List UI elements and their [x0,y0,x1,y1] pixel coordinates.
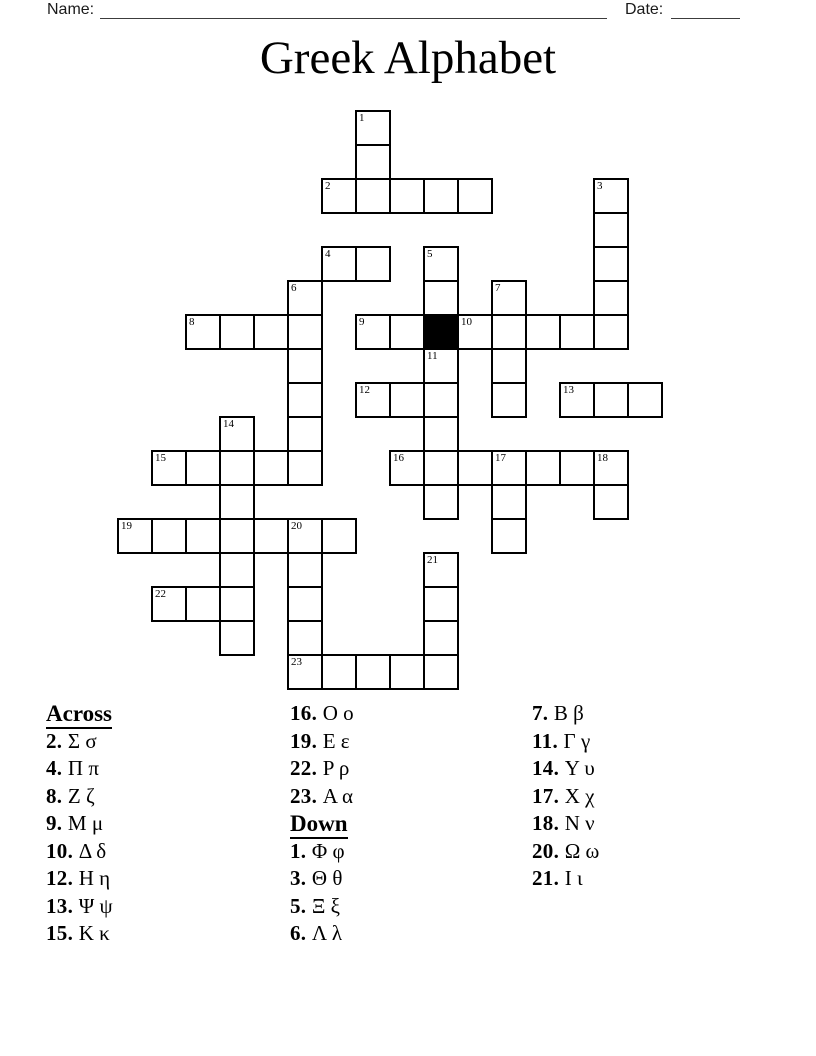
cell-number: 7 [495,282,501,294]
date-blank-line[interactable] [671,2,740,19]
clue-item: 14. Y υ [532,756,595,780]
name-label: Name: [47,1,95,18]
grid-cell[interactable] [321,246,357,282]
grid-cell[interactable] [423,552,459,588]
grid-cell[interactable] [559,382,595,418]
clue-column-left [46,700,281,948]
grid-cell[interactable] [593,484,629,520]
cell-number: 11 [427,350,438,362]
grid-cell[interactable] [287,620,323,656]
grid-cell[interactable] [219,314,255,350]
cell-number: 20 [291,520,302,532]
grid-cell[interactable] [151,586,187,622]
page-title: Greek Alphabet [259,32,557,84]
clue-item: 20. Ω ω [532,838,600,863]
grid-cell[interactable] [457,178,493,214]
grid-cell[interactable] [593,382,629,418]
cell-number: 6 [291,282,297,294]
grid-cell[interactable] [185,518,221,554]
clue-item: 16. O o [290,701,354,725]
grid-cell[interactable] [287,654,323,690]
cell-number: 17 [495,452,506,464]
grid-cell[interactable] [287,586,323,622]
grid-cell[interactable] [321,178,357,214]
grid-cell[interactable] [185,314,221,350]
grid-cell[interactable] [457,314,493,350]
grid-cell[interactable] [491,280,527,316]
grid-cell[interactable] [423,620,459,656]
cell-number: 1 [359,112,365,124]
clue-item: 6. Λ λ [290,921,343,945]
clue-section-header: Across [46,700,281,728]
grid-cell[interactable] [219,586,255,622]
cell-number: 14 [223,418,234,430]
grid-cell[interactable] [219,450,255,486]
grid-cell[interactable] [423,484,459,520]
clue-item: 13. Ψ ψ [46,893,113,918]
grid-cell[interactable] [253,518,289,554]
grid-cell[interactable] [219,620,255,656]
grid-cell[interactable] [491,348,527,384]
clue-item: 12. H η [46,866,111,890]
clue-item: 8. Z ζ [46,783,95,808]
cell-number: 23 [291,656,302,668]
grid-cell[interactable] [389,654,425,690]
grid-cell[interactable] [253,314,289,350]
grid-cell[interactable] [593,314,629,350]
clue-item: 10. Δ δ [46,838,107,863]
grid-cell[interactable] [287,518,323,554]
grid-cell[interactable] [423,382,459,418]
grid-cell[interactable] [559,314,595,350]
grid-cell[interactable] [525,450,561,486]
grid-cell[interactable] [491,484,527,520]
clue-column-middle [290,700,525,948]
clue-section-header: Down [290,810,525,838]
grid-cell[interactable] [491,382,527,418]
grid-cell[interactable] [287,348,323,384]
grid-cell[interactable] [355,314,391,350]
grid-cell[interactable] [185,586,221,622]
clue-item: 23. A α [290,783,353,808]
grid-cell[interactable] [491,518,527,554]
grid-cell[interactable] [219,518,255,554]
grid-cell[interactable] [593,246,629,282]
grid-cell[interactable] [423,280,459,316]
clue-item: 1. Φ φ [290,838,345,863]
grid-cell[interactable] [151,450,187,486]
grid-cell[interactable] [117,518,153,554]
grid-cell[interactable] [389,382,425,418]
grid-cell[interactable] [287,552,323,588]
cell-number: 2 [325,180,331,192]
grid-cell[interactable] [389,450,425,486]
grid-cell[interactable] [593,212,629,248]
grid-cell[interactable] [185,450,221,486]
cell-number: 9 [359,316,365,328]
grid-cell[interactable] [457,450,493,486]
grid-cell[interactable] [491,450,527,486]
cell-number: 10 [461,316,472,328]
clue-column-right [532,700,767,893]
clue-item: 4. Π π [46,756,99,780]
clue-item: 11. Γ γ [532,728,591,753]
cell-number: 21 [427,554,438,566]
clue-item: 5. Ξ ξ [290,893,341,918]
clue-item: 19. E ε [290,728,350,753]
grid-cell[interactable] [593,450,629,486]
clue-item: 22. P ρ [290,756,350,780]
grid-cell[interactable] [389,314,425,350]
grid-cell[interactable] [219,484,255,520]
cell-number: 19 [121,520,132,532]
black-cell [423,314,459,350]
cell-number: 12 [359,384,370,396]
grid-cell[interactable] [355,144,391,180]
date-label: Date: [625,1,664,18]
grid-cell[interactable] [355,246,391,282]
grid-cell[interactable] [355,382,391,418]
grid-cell[interactable] [559,450,595,486]
grid-cell[interactable] [389,178,425,214]
grid-cell[interactable] [593,178,629,214]
grid-cell[interactable] [287,416,323,452]
grid-cell[interactable] [321,654,357,690]
grid-cell[interactable] [423,654,459,690]
crossword-grid [117,110,697,724]
cell-number: 15 [155,452,166,464]
grid-cell[interactable] [593,280,629,316]
grid-cell[interactable] [287,450,323,486]
grid-cell[interactable] [287,382,323,418]
grid-cell[interactable] [287,280,323,316]
cell-number: 5 [427,248,433,260]
grid-cell[interactable] [423,246,459,282]
clue-item: 21. I ι [532,866,583,890]
grid-cell[interactable] [423,416,459,452]
grid-cell[interactable] [355,178,391,214]
clue-item: 7. B β [532,701,584,725]
name-blank-line[interactable] [100,2,607,19]
cell-number: 18 [597,452,608,464]
grid-cell[interactable] [151,518,187,554]
cell-number: 13 [563,384,574,396]
grid-cell[interactable] [219,552,255,588]
clue-item: 15. K κ [46,921,110,945]
grid-cell[interactable] [423,178,459,214]
grid-cell[interactable] [253,450,289,486]
grid-cell[interactable] [423,450,459,486]
grid-cell[interactable] [219,416,255,452]
cell-number: 16 [393,452,404,464]
clue-item: 3. Θ θ [290,866,343,890]
grid-cell[interactable] [355,654,391,690]
grid-cell[interactable] [321,518,357,554]
grid-cell[interactable] [423,348,459,384]
grid-cell[interactable] [423,586,459,622]
grid-cell[interactable] [287,314,323,350]
grid-cell[interactable] [491,314,527,350]
grid-cell[interactable] [355,110,391,146]
clue-item: 2. Σ σ [46,728,97,753]
grid-cell[interactable] [525,314,561,350]
cell-number: 3 [597,180,603,192]
clue-item: 9. M μ [46,811,104,835]
cell-number: 22 [155,588,166,600]
grid-cell[interactable] [627,382,663,418]
clue-item: 17. X χ [532,783,595,808]
cell-number: 8 [189,316,195,328]
clue-item: 18. N ν [532,811,595,835]
cell-number: 4 [325,248,331,260]
